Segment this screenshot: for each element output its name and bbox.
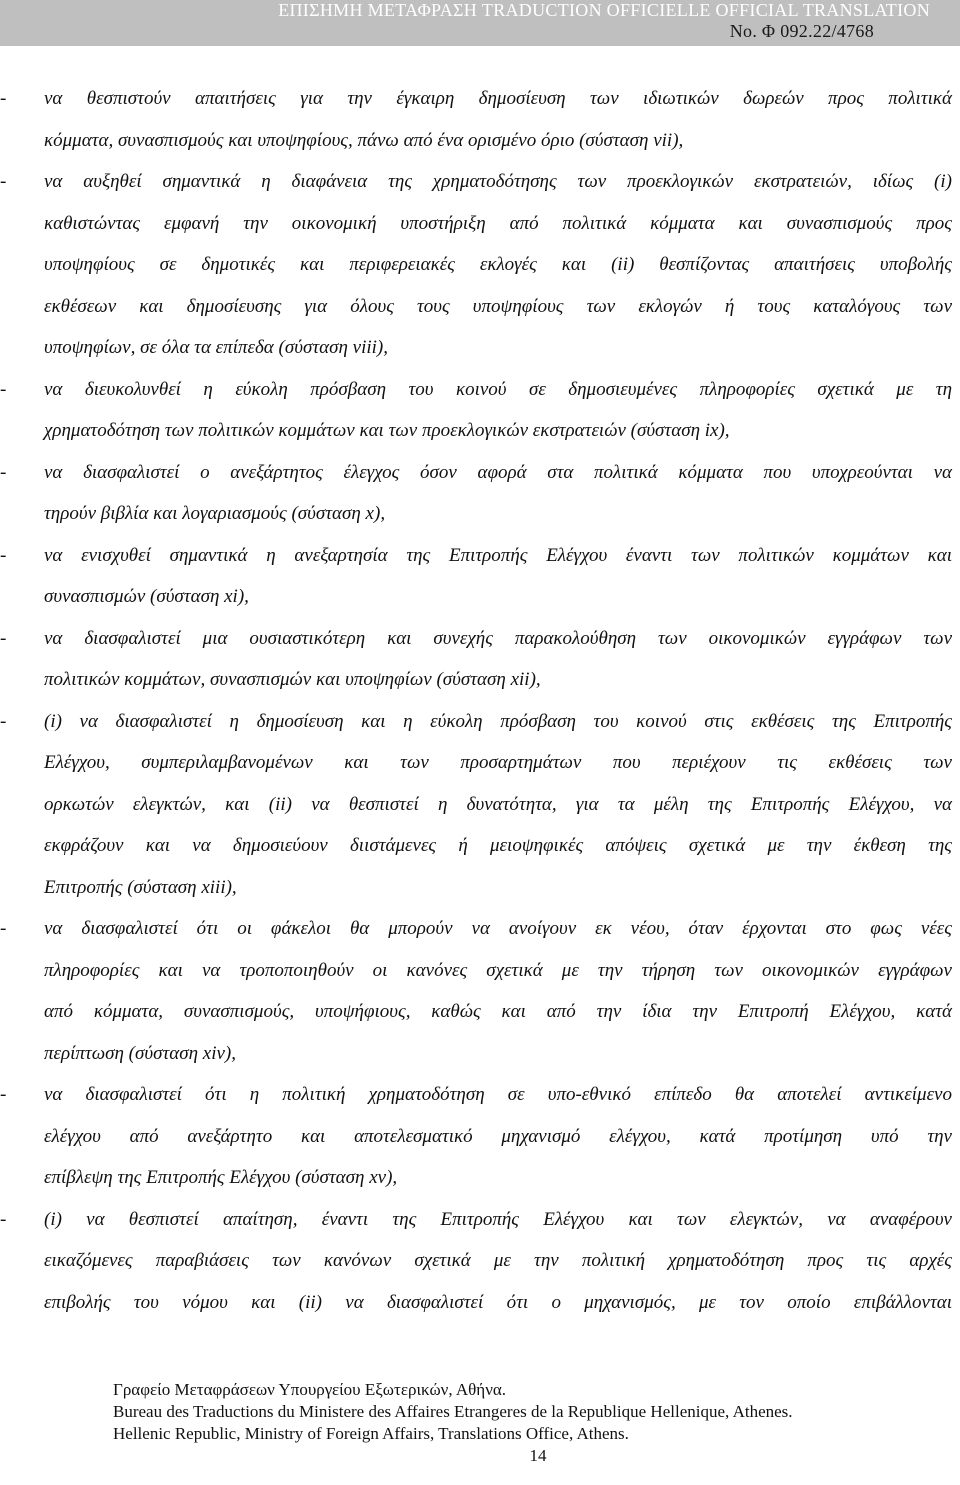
paragraph-line: υποψηφίων, σε όλα τα επίπεδα (σύσταση viii), bbox=[44, 337, 388, 358]
document-number: No. Φ 092.22/4768 bbox=[729, 21, 874, 41]
page-number: 14 bbox=[529, 1446, 547, 1465]
bullet-dash: - bbox=[0, 627, 7, 649]
bullet-dash: - bbox=[0, 461, 7, 483]
paragraph-line: χρηματοδότηση των πολιτικών κομμάτων και των προεκλογικών εκστρατειών (σύσταση ix), bbox=[44, 420, 730, 441]
paragraph-line: κόμματα, συνασπισμούς και υποψηφίους, πάνω από ένα ορισμένο όριο (σύσταση vii), bbox=[44, 129, 684, 151]
paragraph-line: τηρούν βιβλία και λογαριασμούς (σύσταση x), bbox=[44, 503, 386, 524]
bullet-dash: - bbox=[0, 544, 7, 566]
paragraph-line: εικαζόμενες παραβιάσεις των κανόνων σχετικά με την πολιτική χρηματοδότηση προς τις αρχές bbox=[44, 1250, 952, 1271]
paragraph-line: πολιτικών κομμάτων, συνασπισμών και υποψηφίων (σύσταση xii), bbox=[44, 669, 541, 690]
list-item bbox=[0, 161, 960, 369]
paragraph-line: να διασφαλιστεί μια ουσιαστικότερη και συνεχής παρακολούθηση των οικονομικών εγγράφων των bbox=[44, 627, 952, 649]
list-item bbox=[0, 908, 960, 1074]
paragraph-line: να ενισχυθεί σημαντικά η ανεξαρτησία της Επιτροπής Ελέγχου έναντι των πολιτικών κομμάτων και bbox=[44, 544, 952, 566]
translation-header-banner bbox=[0, 0, 960, 46]
paragraph-line: υποψηφίους σε δημοτικές και περιφερειακές εκλογές και (ii) θεσπίζοντας απαιτήσεις υποβολής bbox=[44, 254, 952, 275]
paragraph-line: Επιτροπής (σύσταση xiii), bbox=[44, 876, 237, 898]
paragraph-line: ορκωτών ελεγκτών, και (ii) να θεσπιστεί η δυνατότητα, για τα μέλη της Επιτροπής Ελέγχου, να bbox=[44, 793, 952, 815]
list-item bbox=[0, 701, 960, 909]
paragraph-line: να διασφαλιστεί ότι οι φάκελοι θα μπορούν να ανοίγουν εκ νέου, όταν έρχονται στο φως νέες bbox=[44, 918, 952, 939]
paragraph-line: να θεσπιστούν απαιτήσεις για την έγκαιρη δημοσίευση των ιδιωτικών δωρεών προς πολιτικά bbox=[44, 88, 952, 109]
paragraph-line: να διασφαλιστεί ότι η πολιτική χρηματοδότηση σε υπο-εθνικό επίπεδο θα αποτελεί αντικείμενο bbox=[44, 1084, 952, 1105]
paragraph-line: περίπτωση (σύσταση xiv), bbox=[44, 1042, 237, 1064]
list-item bbox=[0, 1074, 960, 1199]
list-item bbox=[0, 1199, 960, 1324]
paragraph-line: συνασπισμών (σύσταση xi), bbox=[44, 586, 249, 607]
bullet-dash: - bbox=[0, 710, 7, 732]
paragraph-line: επιβολής του νόμου και (ii) να διασφαλιστεί ότι ο μηχανισμός, με τον οποίο επιβάλλονται bbox=[44, 1291, 952, 1313]
bullet-dash: - bbox=[0, 1084, 7, 1105]
paragraph-line: ελέγχου από ανεξάρτητο και αποτελεσματικό μηχανισμό ελέγχου, κατά προτίμηση υπό την bbox=[44, 1125, 952, 1147]
paragraph-line: καθιστώντας εμφανή την οικονομική υποστήριξη από πολιτικά κόμματα και συνασπισμούς προς bbox=[44, 212, 952, 234]
paragraph-line: πληροφορίες και να τροποποιηθούν οι κανόνες σχετικά με την τήρηση των οικονομικών εγγράφων bbox=[44, 959, 952, 981]
paragraph-line: από κόμματα, συνασπισμούς, υποψήφιους, καθώς και από την ίδια την Επιτροπή Ελέγχου, κατά bbox=[44, 1001, 952, 1022]
bullet-dash: - bbox=[0, 1208, 7, 1230]
list-item bbox=[0, 78, 960, 161]
header-title: ΕΠΙΣΗΜΗ ΜΕΤΑΦΡΑΣΗ TRADUCTION OFFICIELLE OFFICIAL TRANSLATION bbox=[278, 0, 930, 20]
paragraph-line: Ελέγχου, συμπεριλαμβανομένων και των προσαρτημάτων που περιέχουν τις εκθέσεις των bbox=[44, 752, 952, 773]
list-item bbox=[0, 452, 960, 535]
list-item bbox=[0, 535, 960, 618]
footer-office-french: Bureau des Traductions du Ministere des Affaires Etrangeres de la Republique Hellenique, Athenes. bbox=[113, 1402, 793, 1421]
bullet-dash: - bbox=[0, 88, 7, 109]
bullet-dash: - bbox=[0, 378, 7, 400]
paragraph-line: (i) να διασφαλιστεί η δημοσίευση και η εύκολη πρόσβαση του κοινού στις εκθέσεις της Επιτροπής bbox=[44, 710, 952, 732]
bullet-dash: - bbox=[0, 918, 7, 939]
paragraph-line: να αυξηθεί σημαντικά η διαφάνεια της χρηματοδότησης των προεκλογικών εκστρατειών, ιδίως (i) bbox=[44, 171, 952, 192]
list-item bbox=[0, 369, 960, 452]
paragraph-line: να διασφαλιστεί ο ανεξάρτητος έλεγχος όσον αφορά στα πολιτικά κόμματα που υποχρεούνται να bbox=[44, 461, 952, 483]
paragraph-line: εκφράζουν και να δημοσιεύουν διιστάμενες ή μειοψηφικές απόψεις σχετικά με την έκθεση της bbox=[44, 835, 952, 856]
footer-office-greek: Γραφείο Μεταφράσεων Υπουργείου Εξωτερικών, Αθήνα. bbox=[113, 1380, 507, 1399]
list-item bbox=[0, 618, 960, 701]
paragraph-line: (i) να θεσπιστεί απαίτηση, έναντι της Επιτροπής Ελέγχου και των ελεγκτών, να αναφέρουν bbox=[44, 1208, 952, 1230]
paragraph-line: εκθέσεων και δημοσίευσης για όλους τους υποψηφίους των εκλογών ή τους καταλόγους των bbox=[44, 295, 952, 317]
footer-office-english: Hellenic Republic, Ministry of Foreign Affairs, Translations Office, Athens. bbox=[113, 1424, 629, 1443]
bullet-dash: - bbox=[0, 171, 7, 192]
document-body bbox=[0, 78, 960, 1323]
paragraph-line: να διευκολυνθεί η εύκολη πρόσβαση του κοινού σε δημοσιευμένες πληροφορίες σχετικά με τη bbox=[44, 378, 952, 400]
paragraph-line: επίβλεψη της Επιτροπής Ελέγχου (σύσταση xv), bbox=[44, 1167, 398, 1188]
